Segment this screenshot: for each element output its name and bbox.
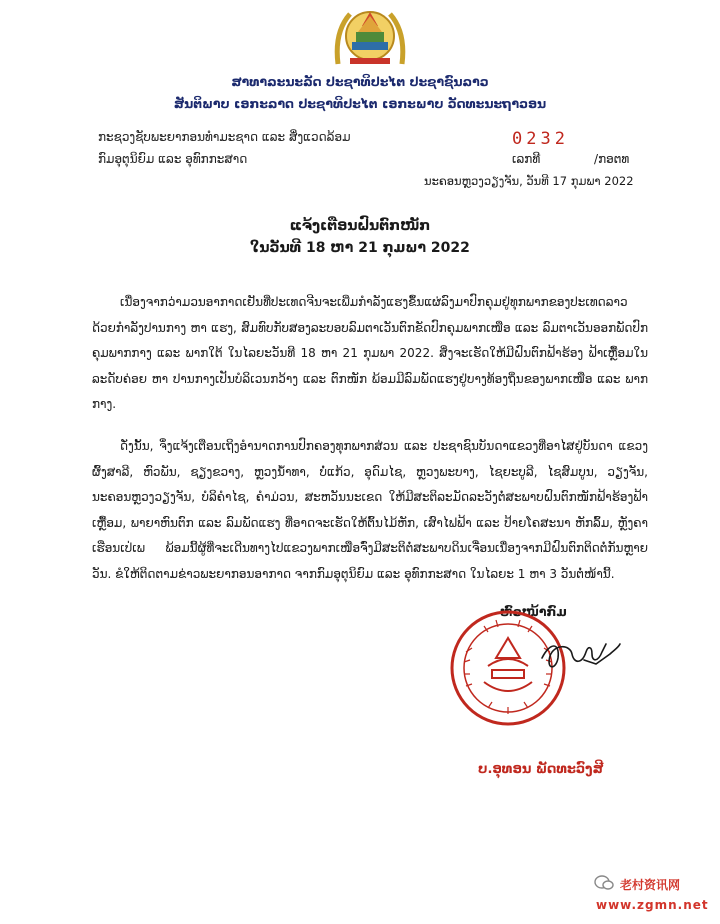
body-paragraph-2: ດັ່ງນັ້ນ, ຈຶ່ງແຈ້ງເຕືອນເຖິງອຳນາດການປົກຄອງທຸກພາກສ່ວນ ແລະ ປະຊາຊົນບັນດາແຂວງທີ່ອາໄສຢູ່ບັນດາ ແຂວງຜົ້ງສາລີ, ຫົວພັນ, ຊຽງຂວາງ, ຫຼວງນ້ຳທາ, ບໍ່ແກ້ວ, ອຸດົມໄຊ, ຫຼວງພະບາງ, ໄຊຍະບູລີ, ໄຊສົມບູນ, ວຽງຈັນ, ນະຄອນຫຼວງວຽງຈັນ, ບໍລິຄຳໄຊ, ຄຳມ່ວນ, ສະຫວັນນະເຂດ ໃຫ້ມີສະຕິລະມັດລະວັງຕໍ່ສະພາບຝົນຕົກໜັກຟ້າຮ້ອງຟ້າເຫຼື້ອມ, ພາຍາຫົນຕົກ ແລະ ລົມພັດແຮງ ທີ່ອາດຈະເຮັດໃຫ້ຕົ້ນໄມ້ຫັກ, ເສົາໄຟຟ້າ ແລະ ປ້າຍໂຄສະນາ ຫັກລົ້ມ, ຫຼັງຄາເຮືອນເປ່ເພ ພ້ອມນີ້ຜູ້ທີ່ຈະເດີນທາງໄປແຂວງພາກເໜືອຈົ່ງມີສະຕິຕໍ່ສະພາບດິນເຈື່ອນເນື່ອງຈາກມີຝົນຕົກຕິດຕໍ່ກັນຫຼາຍວັນ. ຂໍໃຫ້ຕິດຕາມຂ່າວພະຍາກອນອາກາດ ຈາກກົມອຸຕຸນິຍົມ ແລະ ອຸທົກກະສາດ ໃນໄລຍະ 1 ຫາ 3 ວັນຕໍ່ໜ້ານີ້. [92, 439, 648, 581]
document-title: ແຈ້ງເຕືອນຝົນຕົກໜັກ [289, 218, 431, 234]
document-subtitle: ໃນວັນທີ 18 ຫາ 21 ກຸມພາ 2022 [250, 240, 470, 256]
reference-suffix: /ກອຕທ [594, 152, 630, 166]
watermark-site-name: 老村资讯网 [620, 878, 681, 892]
handwritten-signature [536, 624, 626, 684]
ministry-name: ກະຊວງຊັບພະຍາກອນທຳມະຊາດ ແລະ ສິ່ງແວດລ້ອມ [98, 130, 351, 144]
national-emblem-icon [332, 2, 408, 68]
body-paragraph-1: ເນື່ອງຈາກວ່າມວນອາກາດເຢັນທີ່ປະເທດຈີນຈະເພີ່ມກຳລັງແຮງຂຶ້ນແຜ່ລົງມາປົກຄຸມຢູ່ທຸກພາກຂອງປະເທດລາວ ດ້ວຍກຳລັງປານກາງ ຫາ ແຮງ, ສົມທົບກັບສອງລະບອບລົມຕາເວັນຕົກຂັດປົກຄຸມພາກເໜືອ ແລະ ລົມຕາເວັນອອກພັດປົກຄຸມພາກກາງ ແລະ ພາກໃຕ້ ໃນໄລຍະວັນທີ 18 ຫາ 21 ກຸມພາ 2022. ສິ່ງຈະເຮັດໃຫ້ມີຝົນຕົກຟ້າຮ້ອງ ຟ້າເຫຼື້ອມໃນລະດັບຄ່ອຍ ຫາ ປານກາງເປັນບໍລິເວນກວ້າງ ແລະ ຕົກໜັກ ພ້ອມມີລົມພັດແຮງຢູ່ບາງທ້ອງຖິ່ນຂອງພາກເໜືອ ແລະ ພາກກາງ. [92, 295, 648, 411]
place-and-date: ນະຄອນຫຼວງວຽງຈັນ, ວັນທີ 17 ກຸມພາ 2022 [424, 174, 634, 188]
signer-name: ບ.ອຸທອນ ພັດທະວົງສີ [478, 762, 604, 777]
watermark-url: www.zgmn.net [596, 898, 709, 912]
department-name: ກົມອຸຕຸນິຍົມ ແລະ ອຸທົກກະສາດ [98, 152, 248, 166]
reference-number-label: ເລກທີ [512, 152, 541, 166]
country-name: ສາທາລະນະລັດ ປະຊາທິປະໄຕ ປະຊາຊົນລາວ [231, 74, 489, 89]
signer-title: ຫົວໜ້າກົມ [500, 604, 567, 619]
document-number: 0232 [512, 129, 569, 149]
chat-bubble-icon [594, 874, 614, 892]
reference-line [512, 152, 629, 166]
national-motto: ສັນຕິພາບ ເອກະລາດ ປະຊາທິປະໄຕ ເອກະພາບ ວັດທະນະຖາວອນ [173, 96, 547, 111]
